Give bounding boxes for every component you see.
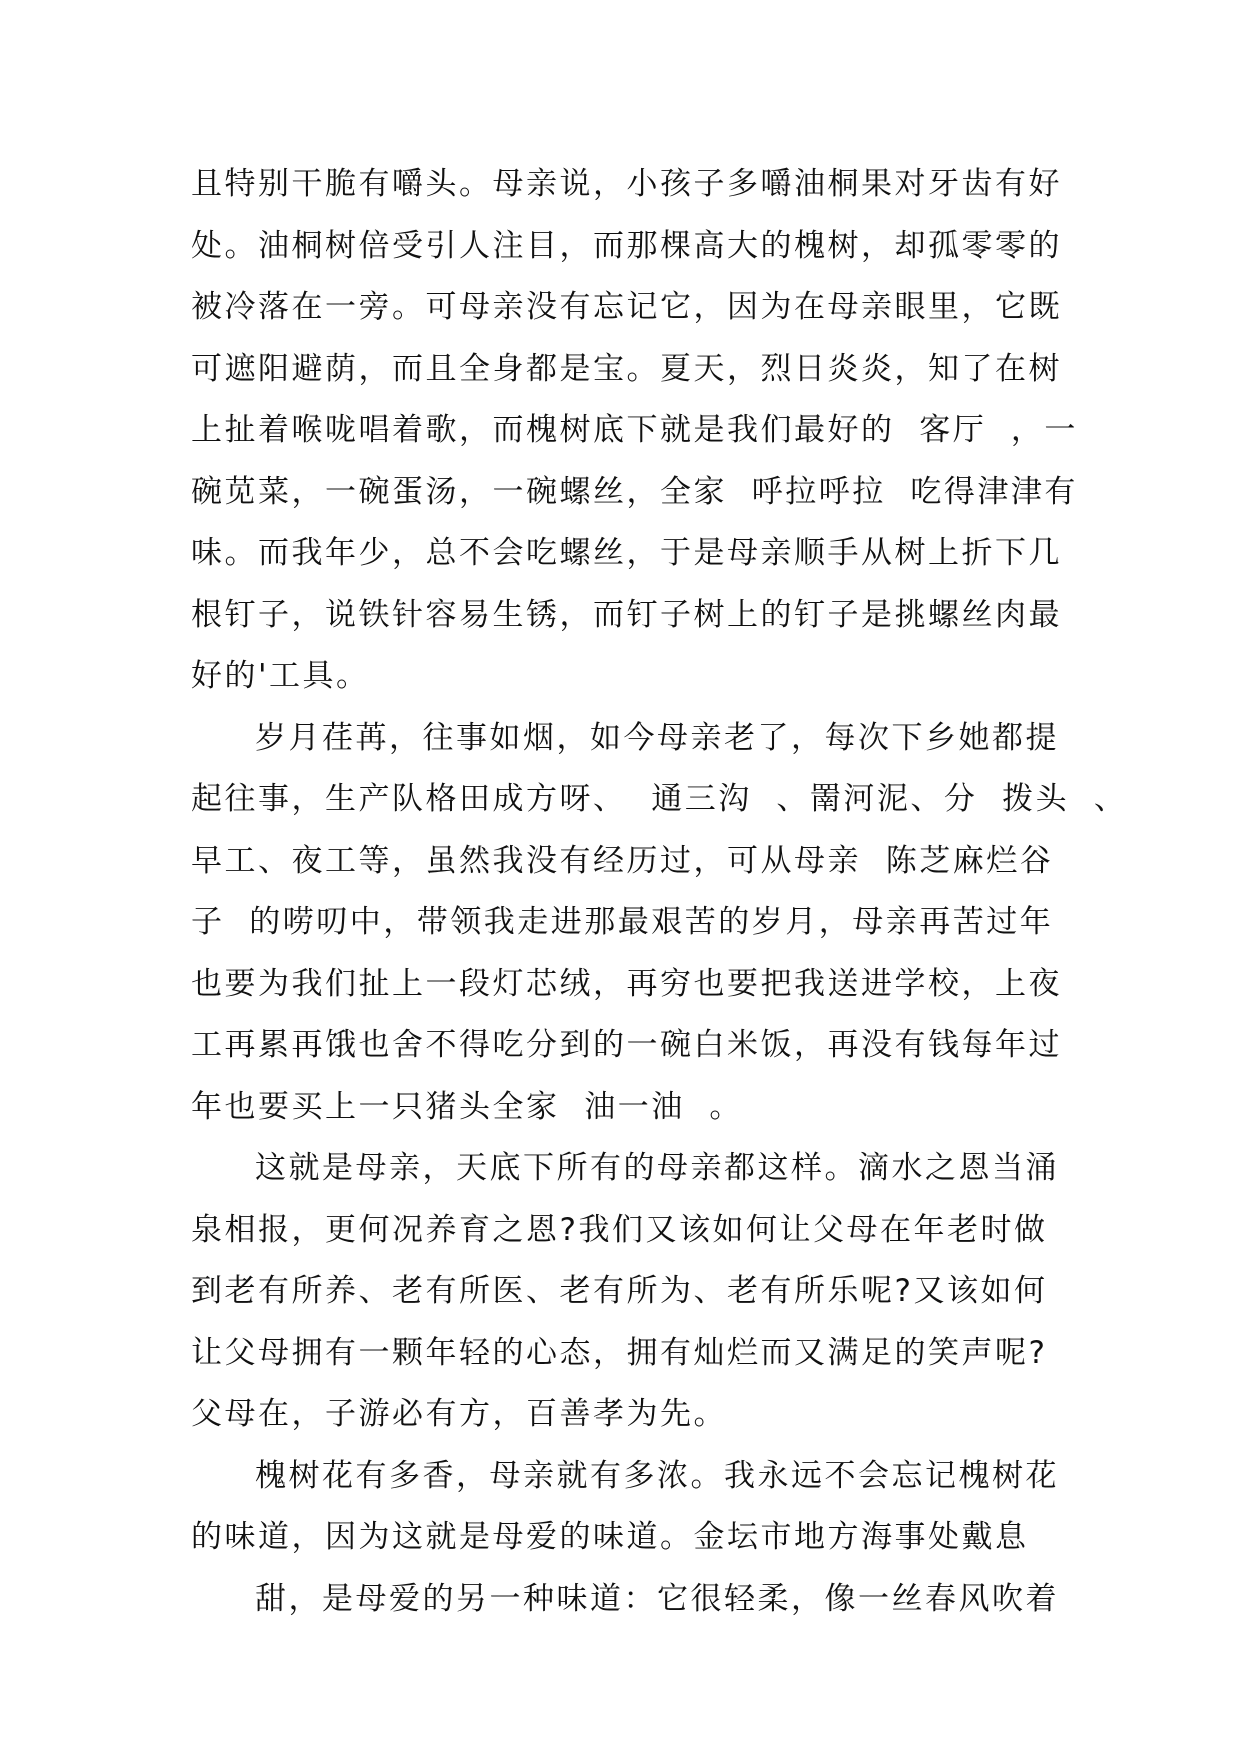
paragraph-start-line: 甜，是母爱的另一种味道：它很轻柔，像一丝春风吹着	[255, 1580, 1059, 1617]
text-line: 根钉子，说铁针容易生锈，而钉子树上的钉子是挑螺丝肉最	[191, 596, 1062, 633]
text-line: 处。油桐树倍受引人注目，而那棵高大的槐树，却孤零零的	[191, 227, 1062, 264]
text-line: 到老有所养、老有所医、老有所为、老有所乐呢?又该如何	[191, 1273, 1048, 1309]
text-line: 父母在，子游必有方，百善孝为先。	[191, 1396, 727, 1432]
text-line: 可遮阳避荫，而且全身都是宝。夏天，烈日炎炎，知了在树	[191, 350, 1062, 387]
text-line: 味。而我年少，总不会吃螺丝，于是母亲顺手从树上折下几	[191, 535, 1062, 571]
paragraph-start-line: 槐树花有多香，母亲就有多浓。我永远不会忘记槐树花	[255, 1457, 1059, 1494]
text-line: 也要为我们扯上一段灯芯绒，再穷也要把我送进学校，上夜	[191, 965, 1062, 1002]
text-line: 且特别干脆有嚼头。母亲说，小孩子多嚼油桐果对牙齿有好	[191, 166, 1062, 202]
text-line: 子 的唠叨中，带领我走进那最艰苦的岁月，母亲再苦过年	[191, 904, 1054, 940]
text-line: 让父母拥有一颗年轻的心态，拥有灿烂而又满足的笑声呢?	[191, 1334, 1048, 1371]
paragraph-start-line: 这就是母亲，天底下所有的母亲都这样。滴水之恩当涌	[255, 1150, 1059, 1186]
text-line: 年也要买上一只猪头全家 油一油 。	[191, 1088, 743, 1125]
text-line: 上扯着喉咙唱着歌，而槐树底下就是我们最好的 客厅 ，一	[191, 412, 1078, 448]
text-line: 泉相报，更何况养育之恩?我们又该如何让父母在年老时做	[191, 1211, 1048, 1248]
text-line: 被冷落在一旁。可母亲没有忘记它，因为在母亲眼里，它既	[191, 289, 1062, 325]
text-line: 的味道，因为这就是母爱的味道。金坛市地方海事处戴息	[191, 1519, 1029, 1555]
paragraph-start-line: 岁月荏苒，往事如烟，如今母亲老了，每次下乡她都提	[255, 719, 1059, 756]
text-line: 早工、夜工等，虽然我没有经历过，可从母亲 陈芝麻烂谷	[191, 842, 1054, 879]
text-line: 工再累再饿也舍不得吃分到的一碗白米饭，再没有钱每年过	[191, 1027, 1062, 1063]
body-text	[191, 154, 1128, 1630]
text-line: 起往事，生产队格田成方呀、 通三沟 、罱河泥、分 拨头 、	[191, 781, 1128, 817]
text-line: 好的'工具。	[191, 658, 370, 694]
text-line: 碗苋菜，一碗蛋汤，一碗螺丝，全家 呼拉呼拉 吃得津津有	[191, 473, 1078, 510]
